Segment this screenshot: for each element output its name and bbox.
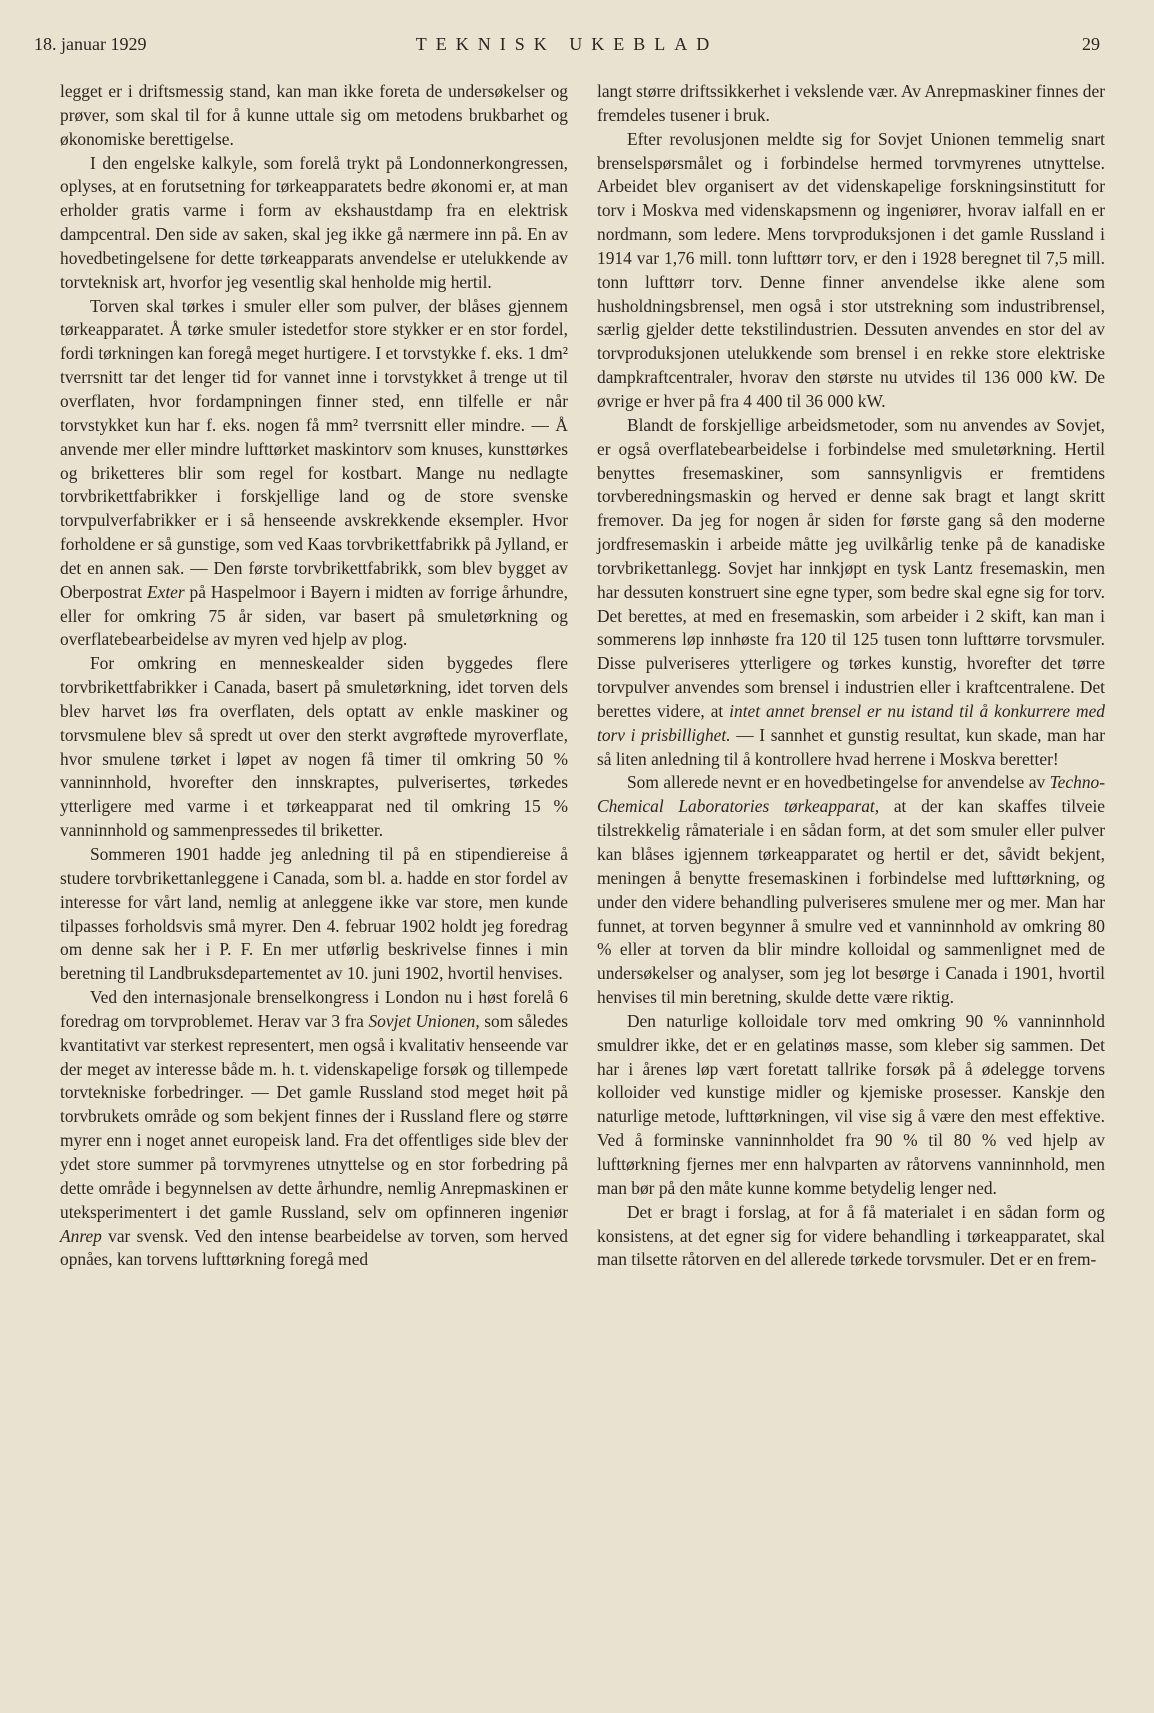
page-number: 29 [1082, 34, 1100, 54]
paragraph: legget er i driftsmessig stand, kan man ikke foreta de undersøkelser og prøver, som skal til for å kunne uttale sig om metodens brukbarhet og økonomiske berettigelse. [60, 81, 568, 149]
paragraph: Torven skal tørkes i smuler eller som pulver, der blåses gjennem tørkeapparatet. Å tørke smuler istedetfor store stykker er en stor fordel, fordi tørkningen kan foregå meget hurtigere. I et torvstykke f. eks. 1 dm² tverrsnitt tar det lenger tid for vannet inne i torvstykket å trenge ut til overflaten, hvor fordampningen finner sted, enn tilfelle er når torvstykket kun har f. eks. nogen få mm² tverrsnitt eller mindre. — Å anvende mer eller mindre lufttørket maskintorv som knuses, kunsttørkes og briketteres blir som regel for kostbart. Mange nu nedlagte torvbrikettfabrikker i forskjellige land og de store svenske torvpulverfabrikker er i så henseende avskrekkende eksempler. Hvor forholdene er så gunstige, som ved Kaas torvbrikettfabrikk på Jylland, er det en annen sak. — Den første torvbrikettfabrikk, som blev bygget av Oberpostrat Exter på Haspelmoor i Bayern i midten av forrige århundre, eller for omkring 75 år siden, var basert på smuletørkning og overflatebearbeidelse av myren ved hjelp av plog. [60, 295, 568, 650]
page-header [34, 34, 1100, 60]
paragraph: Efter revolusjonen meldte sig for Sovjet Unionen temmelig snart brenselspørsmålet og i forbindelse hermed torvmyrenes utnyttelse. Arbeidet blev organisert av det videnskapelige forskningsinstitutt for torv i Moskva med videnskapsmenn og ingeniører, hvorav ialfall en er nordmann, som ledere. Mens torvproduksjonen i det gamle Russland i 1914 var 1,76 mill. tonn lufttørr torv, er den i 1928 beregnet til 7,5 mill. tonn lufttørr torv. Denne finner anvendelse ikke alene som husholdningsbrensel, men også i stor utstrekning som industribrensel, særlig gjelder dette tekstilindustrien. Dessuten anvendes en stor del av torvproduksjonen utelukkende som brensel i en rekke store elektriske dampkraftcentraler, hvorav den største nu utvides til 136 000 kW. De øvrige er hver på fra 4 400 til 36 000 kW. [597, 128, 1105, 411]
journal-title: TEKNISK UKEBLAD [415, 34, 719, 54]
paragraph: Den naturlige kolloidale torv med omkring 90 % vanninnhold smuldrer ikke, det er en gelatinøs masse, som kleber sig sammen. Det har i årenes løp vært foretatt tallrike forsøk på å ødelegge torvens kolloider ved kunstige midler og kjemiske prosesser. Kanskje den naturlige metode, lufttørkningen, vil vise sig å være den mest effektive. Ved å forminske vanninnholdet fra 90 % til 80 % ved hjelp av lufttørkning fjernes mer enn halvparten av råtorvens vanninnhold, men man bør på den måte kunne komme betydelig lenger ned. [597, 1010, 1105, 1198]
paragraph: For omkring en menneskealder siden byggedes flere torvbrikettfabrikker i Canada, basert på smuletørkning, idet torven dels blev harvet løs fra overflaten, dels optatt av enkle maskiner og torvsmulene blev så spredt ut over den sterkt avgrøftede myroverflate, hvor smulene tørket i løpet av nogen få timer til omkring 50 % vanninnhold, hvorefter den innskraptes, pulverisertes, tørkedes ytterligere med varme i et tørkeapparat ned til omkring 15 % vanninnhold og sammenpressedes til briketter. [60, 653, 568, 841]
italic-name: Anrep [60, 1225, 102, 1246]
paragraph: Sommeren 1901 hadde jeg anledning til på en stipendiereise å studere torvbrikettanleggene i Canada, som bl. a. hadde en stor fordel av interesse for vårt land, nemlig at anleggene ikke var store, men kunde tilpasses forholdsvis små myrer. Den 4. februar 1902 holdt jeg foredrag om denne sak her i P. F. En mer utførlig beskrivelse finnes i min beretning til Landbruksdepartementet av 10. juni 1902, hvortil henvises. [60, 844, 568, 984]
left-column [60, 80, 568, 1272]
italic-name: Sovjet Unionen, [368, 1010, 480, 1031]
header-date: 18. januar 1929 [34, 34, 147, 54]
paragraph: I den engelske kalkyle, som forelå trykt på Londonnerkongressen, oplyses, at en forutsetning for tørkeapparatets bedre økonomi er, at man erholder gratis varme i form av ekshaustdamp fra en elektrisk dampcentral. Den side av saken, skal jeg ikke gå nærmere inn på. En av hovedbetingelsene for dette tørkeapparats anvendelse er utelukkende av torvteknisk art, hvorfor jeg vesentlig skal henholde mig hertil. [60, 152, 568, 292]
paragraph: langt større driftssikkerhet i vekslende vær. Av Anrepmaskiner finnes der fremdeles tusener i bruk. [597, 81, 1105, 125]
right-column [597, 80, 1105, 1272]
italic-name: Techno-Chemical Laboratories tørkeapparat, [597, 772, 1105, 817]
paragraph: Ved den internasjonale brenselkongress i London nu i høst forelå 6 foredrag om torvproblemet. Herav var 3 fra Sovjet Unionen, som således kvantitativt var sterkest representert, men også i kvalitativ henseende var der meget av interesse både m. h. t. videnskapelige forsøk og tillempede torvtekniske forbedringer. — Det gamle Russland stod meget høit på torvbrukets område og som bekjent finnes der i Russland flere og større myrer enn i noget annet europeisk land. Fra det offentliges side blev der ydet store summer på torvmyrenes utnyttelse og en stor forbedring på dette område i begynnelsen av dette århundre, nemlig Anrepmaskinen er uteksperimentert i det gamle Russland, selv om opfinneren ingeniør Anrep var svensk. Ved den intense bearbeidelse av torven, som herved opnåes, kan torvens lufttørkning foregå med [60, 987, 569, 1270]
paragraph: Det er bragt i forslag, at for å få materialet i en sådan form og konsistens, at det egner sig for videre behandling i tørkeapparatet, skal man tilsette råtorven en del allerede tørkede torvsmuler. Det er en frem- [597, 1201, 1105, 1270]
italic-name: Exter [146, 581, 185, 602]
paragraph: Som allerede nevnt er en hovedbetingelse for anvendelse av Techno-Chemical Laboratories tørkeapparat, at der kan skaffes tilveie tilstrekkelig råmateriale i en sådan form, at det som smuler eller pulver kan blåses igjennem tørkeapparatet og hertil er det, såvidt bekjent, meningen å benytte fresemaskinen i forbindelse med lufttørkning, og under den videre behandling pulveriseres smulene mer og mer. Man har funnet, at torven begynner å smulre ved et vanninnhold av omkring 80 % eller at torven da blir mindre kolloidal og sammenlignet med de undersøkelser og analyser, som jeg lot besørge i Canada i 1901, hvortil henvises til min beretning, skulde dette være riktig. [597, 772, 1106, 1008]
paragraph: Blandt de forskjellige arbeidsmetoder, som nu anvendes av Sovjet, er også overflatebearbeidelse i forbindelse med smuletørkning. Hertil benyttes fresemaskiner, som sannsynligvis er fremtidens torvberedningsmaskin og herved er denne sak bragt et langt skritt fremover. Da jeg for nogen år siden for første gang så den moderne jordfresemaskin i arbeide måtte jeg uvilkårlig tenke på de kanadiske torvbrikettanlegg. Sovjet har innkjøpt en tysk Lantz fresemaskin, men har dessuten konstruert sine egne typer, som bedre skal egne sig for torv. Det berettes, at med en fresemaskin, som arbeider i 2 skift, kan man i sommerens løp innhøste fra 120 til 125 tusen tonn lufttørre torvsmuler. Disse pulveriseres ytterligere og tørkes kunstig, hvorefter det tørre torvpulver anvendes som brensel i industrien eller i kraftcentralene. Det berettes videre, at intet annet brensel er nu istand til å konkurrere med torv i prisbillighet. — I sannhet et gunstig resultat, kun skade, man har så liten anledning til å kontrollere hvad herrene i Moskva beretter! [597, 414, 1106, 769]
italic-quote: intet annet brensel er nu istand til å konkurrere med torv i prisbillighet. [597, 700, 1106, 745]
